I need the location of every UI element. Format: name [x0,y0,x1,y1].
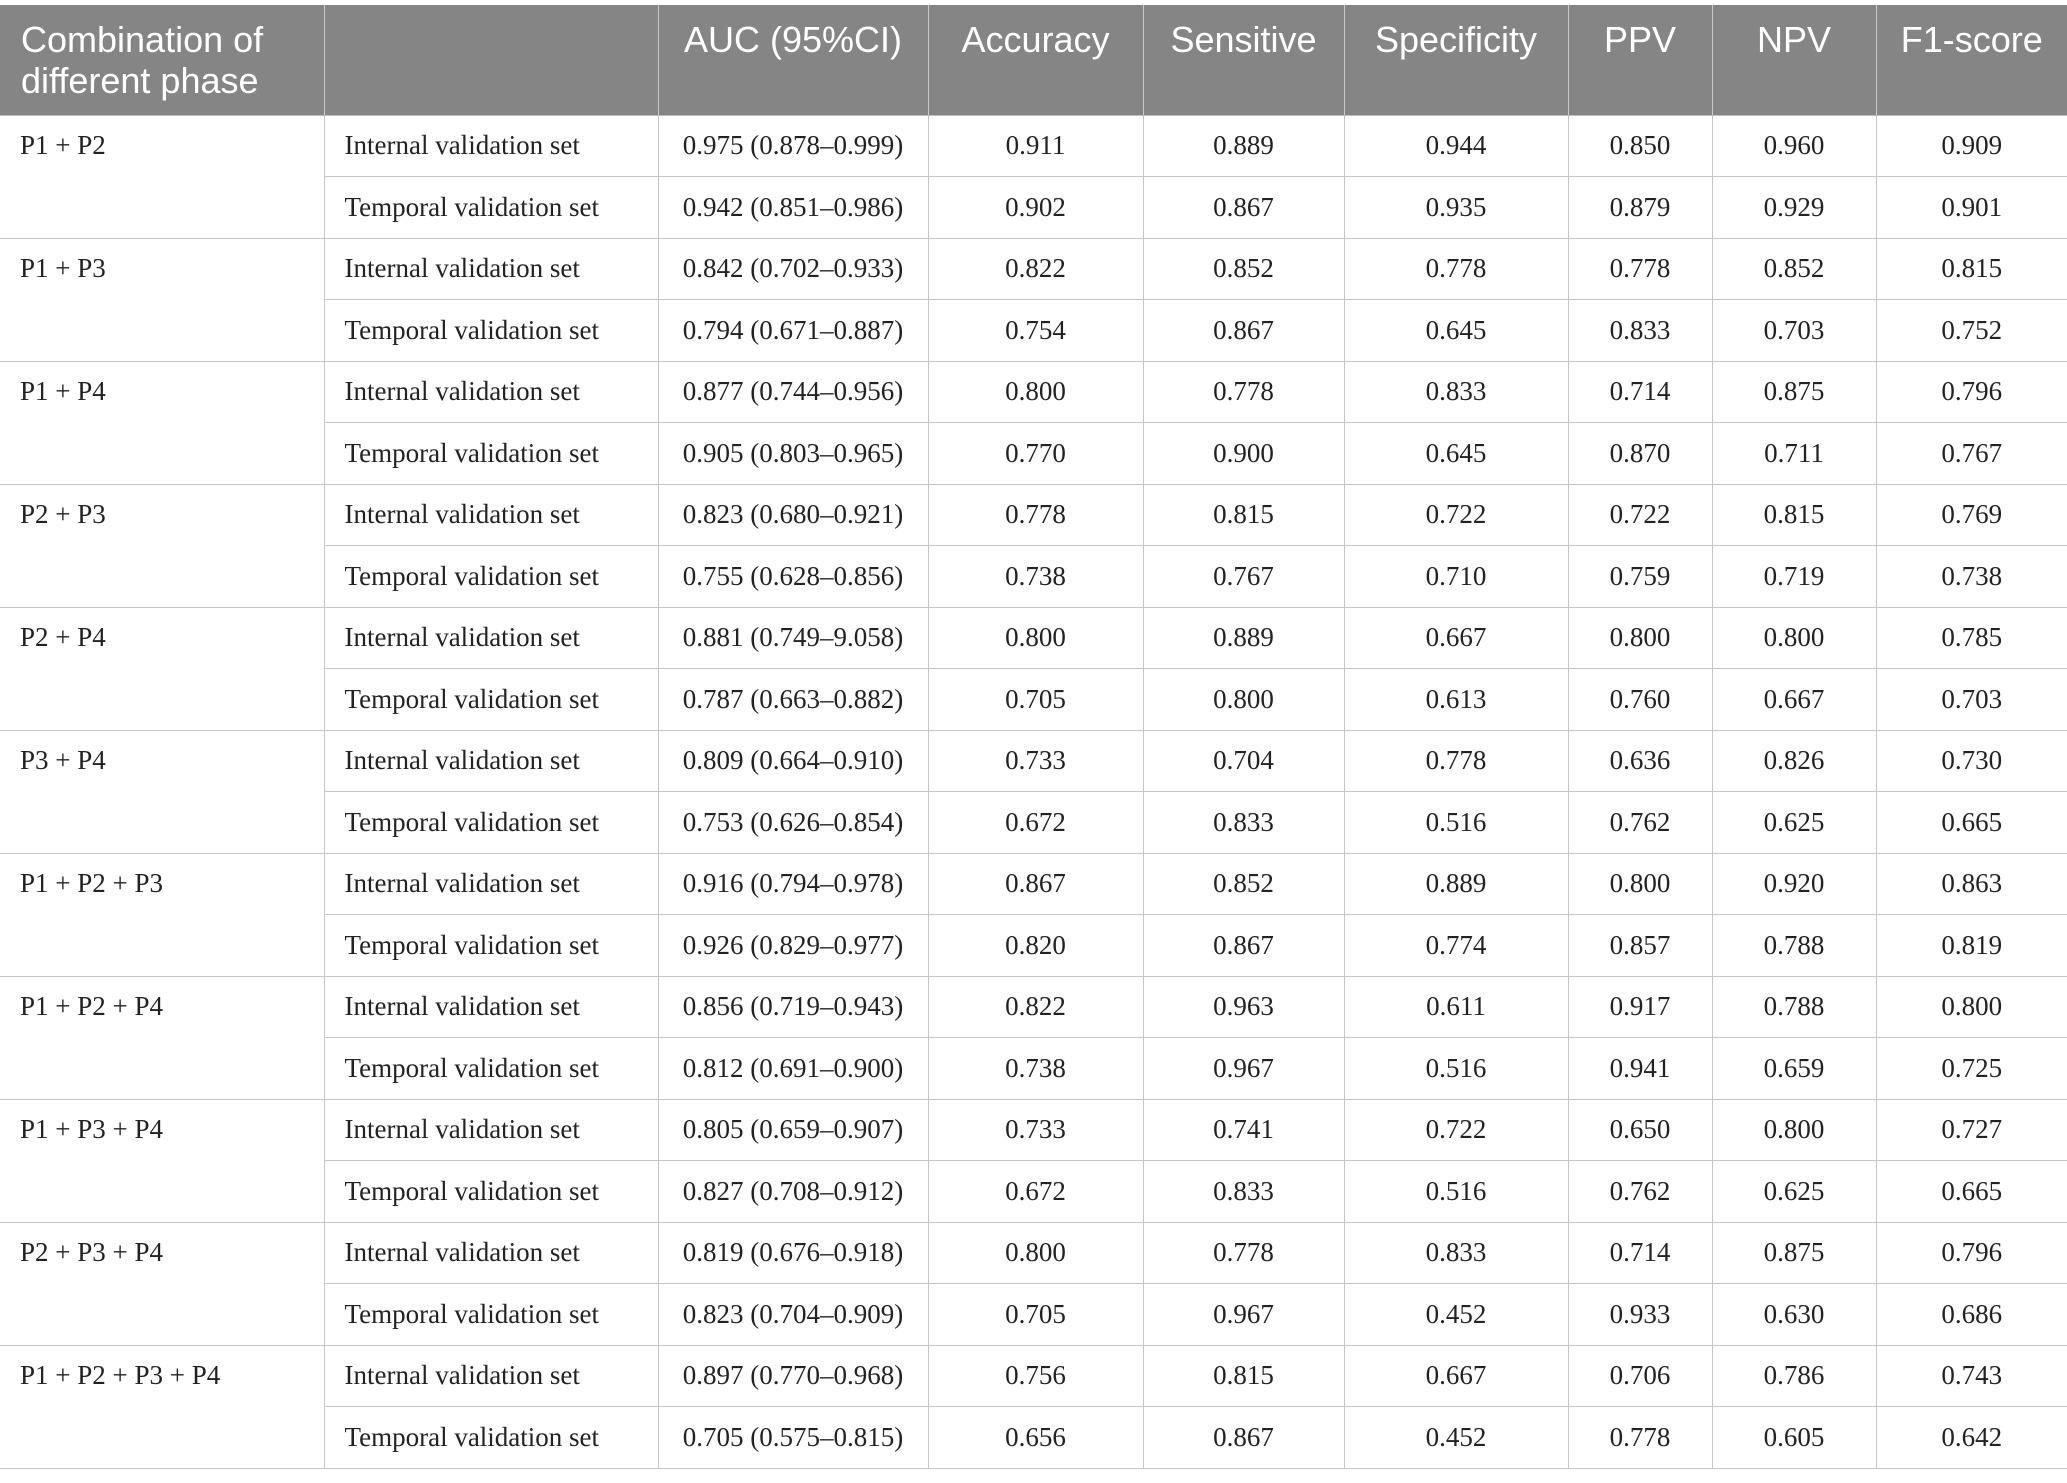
cell-combination: P2 + P4 [0,607,324,730]
cell-specificity: 0.833 [1344,361,1568,423]
cell-validation-set: Temporal validation set [324,423,658,485]
cell-ppv: 0.778 [1568,1407,1712,1469]
cell-accuracy: 0.733 [928,730,1143,792]
cell-npv: 0.659 [1712,1038,1876,1100]
cell-f1-score: 0.665 [1876,1161,2067,1223]
cell-sensitive: 0.852 [1143,238,1344,300]
cell-accuracy: 0.738 [928,546,1143,608]
cell-f1-score: 0.686 [1876,1284,2067,1346]
cell-sensitive: 0.741 [1143,1099,1344,1161]
cell-combination: P1 + P4 [0,361,324,484]
cell-validation-set: Temporal validation set [324,792,658,854]
cell-f1-score: 0.769 [1876,484,2067,546]
cell-validation-set: Internal validation set [324,1222,658,1284]
table-row [0,238,2067,300]
cell-combination: P1 + P2 + P3 [0,853,324,976]
cell-npv: 0.703 [1712,300,1876,362]
cell-auc: 0.819 (0.676–0.918) [658,1222,928,1284]
table-row [0,853,2067,915]
cell-accuracy: 0.656 [928,1407,1143,1469]
cell-specificity: 0.613 [1344,669,1568,731]
cell-specificity: 0.667 [1344,1345,1568,1407]
cell-sensitive: 0.867 [1143,1407,1344,1469]
cell-specificity: 0.452 [1344,1284,1568,1346]
cell-specificity: 0.667 [1344,607,1568,669]
cell-ppv: 0.879 [1568,177,1712,239]
cell-npv: 0.719 [1712,546,1876,608]
cell-accuracy: 0.867 [928,853,1143,915]
cell-validation-set: Internal validation set [324,361,658,423]
header-f1-score: F1-score [1876,5,2067,115]
cell-specificity: 0.778 [1344,730,1568,792]
cell-validation-set: Temporal validation set [324,300,658,362]
cell-f1-score: 0.796 [1876,361,2067,423]
header-npv: NPV [1712,5,1876,115]
cell-npv: 0.875 [1712,1222,1876,1284]
cell-f1-score: 0.796 [1876,1222,2067,1284]
cell-ppv: 0.800 [1568,607,1712,669]
cell-f1-score: 0.738 [1876,546,2067,608]
cell-ppv: 0.714 [1568,1222,1712,1284]
cell-ppv: 0.636 [1568,730,1712,792]
cell-auc: 0.975 (0.878–0.999) [658,115,928,177]
cell-f1-score: 0.703 [1876,669,2067,731]
cell-validation-set: Internal validation set [324,1345,658,1407]
cell-ppv: 0.800 [1568,853,1712,915]
cell-npv: 0.929 [1712,177,1876,239]
cell-f1-score: 0.819 [1876,915,2067,977]
cell-npv: 0.875 [1712,361,1876,423]
cell-ppv: 0.917 [1568,976,1712,1038]
cell-npv: 0.826 [1712,730,1876,792]
cell-ppv: 0.760 [1568,669,1712,731]
cell-validation-set: Internal validation set [324,1099,658,1161]
cell-validation-set: Temporal validation set [324,1284,658,1346]
cell-validation-set: Temporal validation set [324,546,658,608]
cell-auc: 0.823 (0.704–0.909) [658,1284,928,1346]
table-row [0,484,2067,546]
cell-npv: 0.788 [1712,915,1876,977]
cell-ppv: 0.833 [1568,300,1712,362]
header-combination: Combination of different phase [0,5,324,115]
cell-auc: 0.827 (0.708–0.912) [658,1161,928,1223]
cell-sensitive: 0.767 [1143,546,1344,608]
cell-npv: 0.815 [1712,484,1876,546]
table-row [0,976,2067,1038]
cell-accuracy: 0.672 [928,792,1143,854]
cell-sensitive: 0.889 [1143,115,1344,177]
cell-accuracy: 0.705 [928,669,1143,731]
cell-auc: 0.856 (0.719–0.943) [658,976,928,1038]
cell-auc: 0.812 (0.691–0.900) [658,1038,928,1100]
cell-specificity: 0.833 [1344,1222,1568,1284]
cell-npv: 0.800 [1712,1099,1876,1161]
cell-sensitive: 0.704 [1143,730,1344,792]
table-row [0,1099,2067,1161]
cell-validation-set: Internal validation set [324,238,658,300]
header-validation-set [324,5,658,115]
table-body [0,115,2067,1468]
cell-sensitive: 0.889 [1143,607,1344,669]
table-row [0,730,2067,792]
cell-combination: P3 + P4 [0,730,324,853]
cell-auc: 0.794 (0.671–0.887) [658,300,928,362]
cell-auc: 0.942 (0.851–0.986) [658,177,928,239]
cell-specificity: 0.645 [1344,423,1568,485]
cell-specificity: 0.889 [1344,853,1568,915]
cell-specificity: 0.944 [1344,115,1568,177]
cell-ppv: 0.762 [1568,792,1712,854]
cell-validation-set: Internal validation set [324,607,658,669]
cell-sensitive: 0.815 [1143,484,1344,546]
cell-f1-score: 0.727 [1876,1099,2067,1161]
cell-auc: 0.916 (0.794–0.978) [658,853,928,915]
cell-specificity: 0.611 [1344,976,1568,1038]
cell-combination: P2 + P3 + P4 [0,1222,324,1345]
cell-accuracy: 0.705 [928,1284,1143,1346]
cell-accuracy: 0.778 [928,484,1143,546]
cell-specificity: 0.516 [1344,792,1568,854]
cell-validation-set: Internal validation set [324,730,658,792]
cell-specificity: 0.710 [1344,546,1568,608]
cell-sensitive: 0.778 [1143,361,1344,423]
cell-ppv: 0.759 [1568,546,1712,608]
cell-f1-score: 0.785 [1876,607,2067,669]
cell-combination: P1 + P3 + P4 [0,1099,324,1222]
cell-specificity: 0.774 [1344,915,1568,977]
results-table [0,5,2067,1469]
table-header [0,5,2067,115]
table-row [0,1345,2067,1407]
cell-f1-score: 0.767 [1876,423,2067,485]
cell-specificity: 0.778 [1344,238,1568,300]
cell-auc: 0.753 (0.626–0.854) [658,792,928,854]
cell-npv: 0.786 [1712,1345,1876,1407]
cell-ppv: 0.850 [1568,115,1712,177]
header-auc: AUC (95%CI) [658,5,928,115]
cell-accuracy: 0.733 [928,1099,1143,1161]
cell-specificity: 0.722 [1344,484,1568,546]
cell-ppv: 0.857 [1568,915,1712,977]
cell-ppv: 0.870 [1568,423,1712,485]
cell-sensitive: 0.867 [1143,177,1344,239]
cell-auc: 0.905 (0.803–0.965) [658,423,928,485]
cell-ppv: 0.650 [1568,1099,1712,1161]
cell-f1-score: 0.800 [1876,976,2067,1038]
cell-f1-score: 0.901 [1876,177,2067,239]
cell-npv: 0.800 [1712,607,1876,669]
cell-accuracy: 0.672 [928,1161,1143,1223]
header-sensitive: Sensitive [1143,5,1344,115]
cell-ppv: 0.722 [1568,484,1712,546]
cell-specificity: 0.516 [1344,1161,1568,1223]
cell-specificity: 0.516 [1344,1038,1568,1100]
cell-npv: 0.625 [1712,1161,1876,1223]
cell-combination: P2 + P3 [0,484,324,607]
cell-ppv: 0.941 [1568,1038,1712,1100]
cell-npv: 0.630 [1712,1284,1876,1346]
header-ppv: PPV [1568,5,1712,115]
cell-accuracy: 0.822 [928,238,1143,300]
cell-npv: 0.625 [1712,792,1876,854]
cell-npv: 0.960 [1712,115,1876,177]
cell-sensitive: 0.900 [1143,423,1344,485]
cell-specificity: 0.452 [1344,1407,1568,1469]
cell-accuracy: 0.820 [928,915,1143,977]
cell-specificity: 0.935 [1344,177,1568,239]
cell-f1-score: 0.642 [1876,1407,2067,1469]
cell-accuracy: 0.911 [928,115,1143,177]
cell-auc: 0.842 (0.702–0.933) [658,238,928,300]
cell-validation-set: Internal validation set [324,115,658,177]
cell-ppv: 0.933 [1568,1284,1712,1346]
cell-validation-set: Temporal validation set [324,1038,658,1100]
cell-f1-score: 0.815 [1876,238,2067,300]
cell-accuracy: 0.822 [928,976,1143,1038]
cell-sensitive: 0.833 [1143,792,1344,854]
cell-validation-set: Internal validation set [324,976,658,1038]
cell-combination: P1 + P2 + P4 [0,976,324,1099]
cell-npv: 0.852 [1712,238,1876,300]
cell-accuracy: 0.800 [928,361,1143,423]
cell-sensitive: 0.867 [1143,300,1344,362]
cell-sensitive: 0.833 [1143,1161,1344,1223]
cell-accuracy: 0.902 [928,177,1143,239]
cell-sensitive: 0.800 [1143,669,1344,731]
cell-accuracy: 0.770 [928,423,1143,485]
table-row [0,1222,2067,1284]
cell-auc: 0.926 (0.829–0.977) [658,915,928,977]
cell-ppv: 0.762 [1568,1161,1712,1223]
table-row [0,361,2067,423]
cell-auc: 0.809 (0.664–0.910) [658,730,928,792]
cell-auc: 0.787 (0.663–0.882) [658,669,928,731]
cell-accuracy: 0.754 [928,300,1143,362]
cell-npv: 0.711 [1712,423,1876,485]
cell-f1-score: 0.752 [1876,300,2067,362]
cell-combination: P1 + P2 [0,115,324,238]
cell-sensitive: 0.778 [1143,1222,1344,1284]
cell-f1-score: 0.730 [1876,730,2067,792]
cell-ppv: 0.714 [1568,361,1712,423]
header-row [0,5,2067,115]
header-specificity: Specificity [1344,5,1568,115]
cell-sensitive: 0.967 [1143,1038,1344,1100]
cell-npv: 0.667 [1712,669,1876,731]
cell-specificity: 0.722 [1344,1099,1568,1161]
cell-f1-score: 0.665 [1876,792,2067,854]
cell-auc: 0.877 (0.744–0.956) [658,361,928,423]
cell-npv: 0.920 [1712,853,1876,915]
cell-validation-set: Internal validation set [324,853,658,915]
cell-sensitive: 0.967 [1143,1284,1344,1346]
cell-f1-score: 0.743 [1876,1345,2067,1407]
cell-validation-set: Temporal validation set [324,1161,658,1223]
cell-sensitive: 0.852 [1143,853,1344,915]
cell-combination: P1 + P2 + P3 + P4 [0,1345,324,1468]
table-row [0,115,2067,177]
cell-validation-set: Internal validation set [324,484,658,546]
table-row [0,607,2067,669]
cell-f1-score: 0.725 [1876,1038,2067,1100]
cell-auc: 0.897 (0.770–0.968) [658,1345,928,1407]
cell-combination: P1 + P3 [0,238,324,361]
cell-validation-set: Temporal validation set [324,669,658,731]
cell-specificity: 0.645 [1344,300,1568,362]
cell-ppv: 0.706 [1568,1345,1712,1407]
cell-auc: 0.705 (0.575–0.815) [658,1407,928,1469]
cell-accuracy: 0.756 [928,1345,1143,1407]
cell-auc: 0.755 (0.628–0.856) [658,546,928,608]
cell-sensitive: 0.963 [1143,976,1344,1038]
cell-accuracy: 0.800 [928,1222,1143,1284]
cell-validation-set: Temporal validation set [324,177,658,239]
cell-accuracy: 0.800 [928,607,1143,669]
cell-auc: 0.823 (0.680–0.921) [658,484,928,546]
cell-accuracy: 0.738 [928,1038,1143,1100]
cell-npv: 0.788 [1712,976,1876,1038]
cell-auc: 0.881 (0.749–9.058) [658,607,928,669]
cell-sensitive: 0.867 [1143,915,1344,977]
cell-auc: 0.805 (0.659–0.907) [658,1099,928,1161]
cell-f1-score: 0.909 [1876,115,2067,177]
cell-validation-set: Temporal validation set [324,1407,658,1469]
header-accuracy: Accuracy [928,5,1143,115]
cell-ppv: 0.778 [1568,238,1712,300]
cell-f1-score: 0.863 [1876,853,2067,915]
cell-validation-set: Temporal validation set [324,915,658,977]
cell-sensitive: 0.815 [1143,1345,1344,1407]
cell-npv: 0.605 [1712,1407,1876,1469]
